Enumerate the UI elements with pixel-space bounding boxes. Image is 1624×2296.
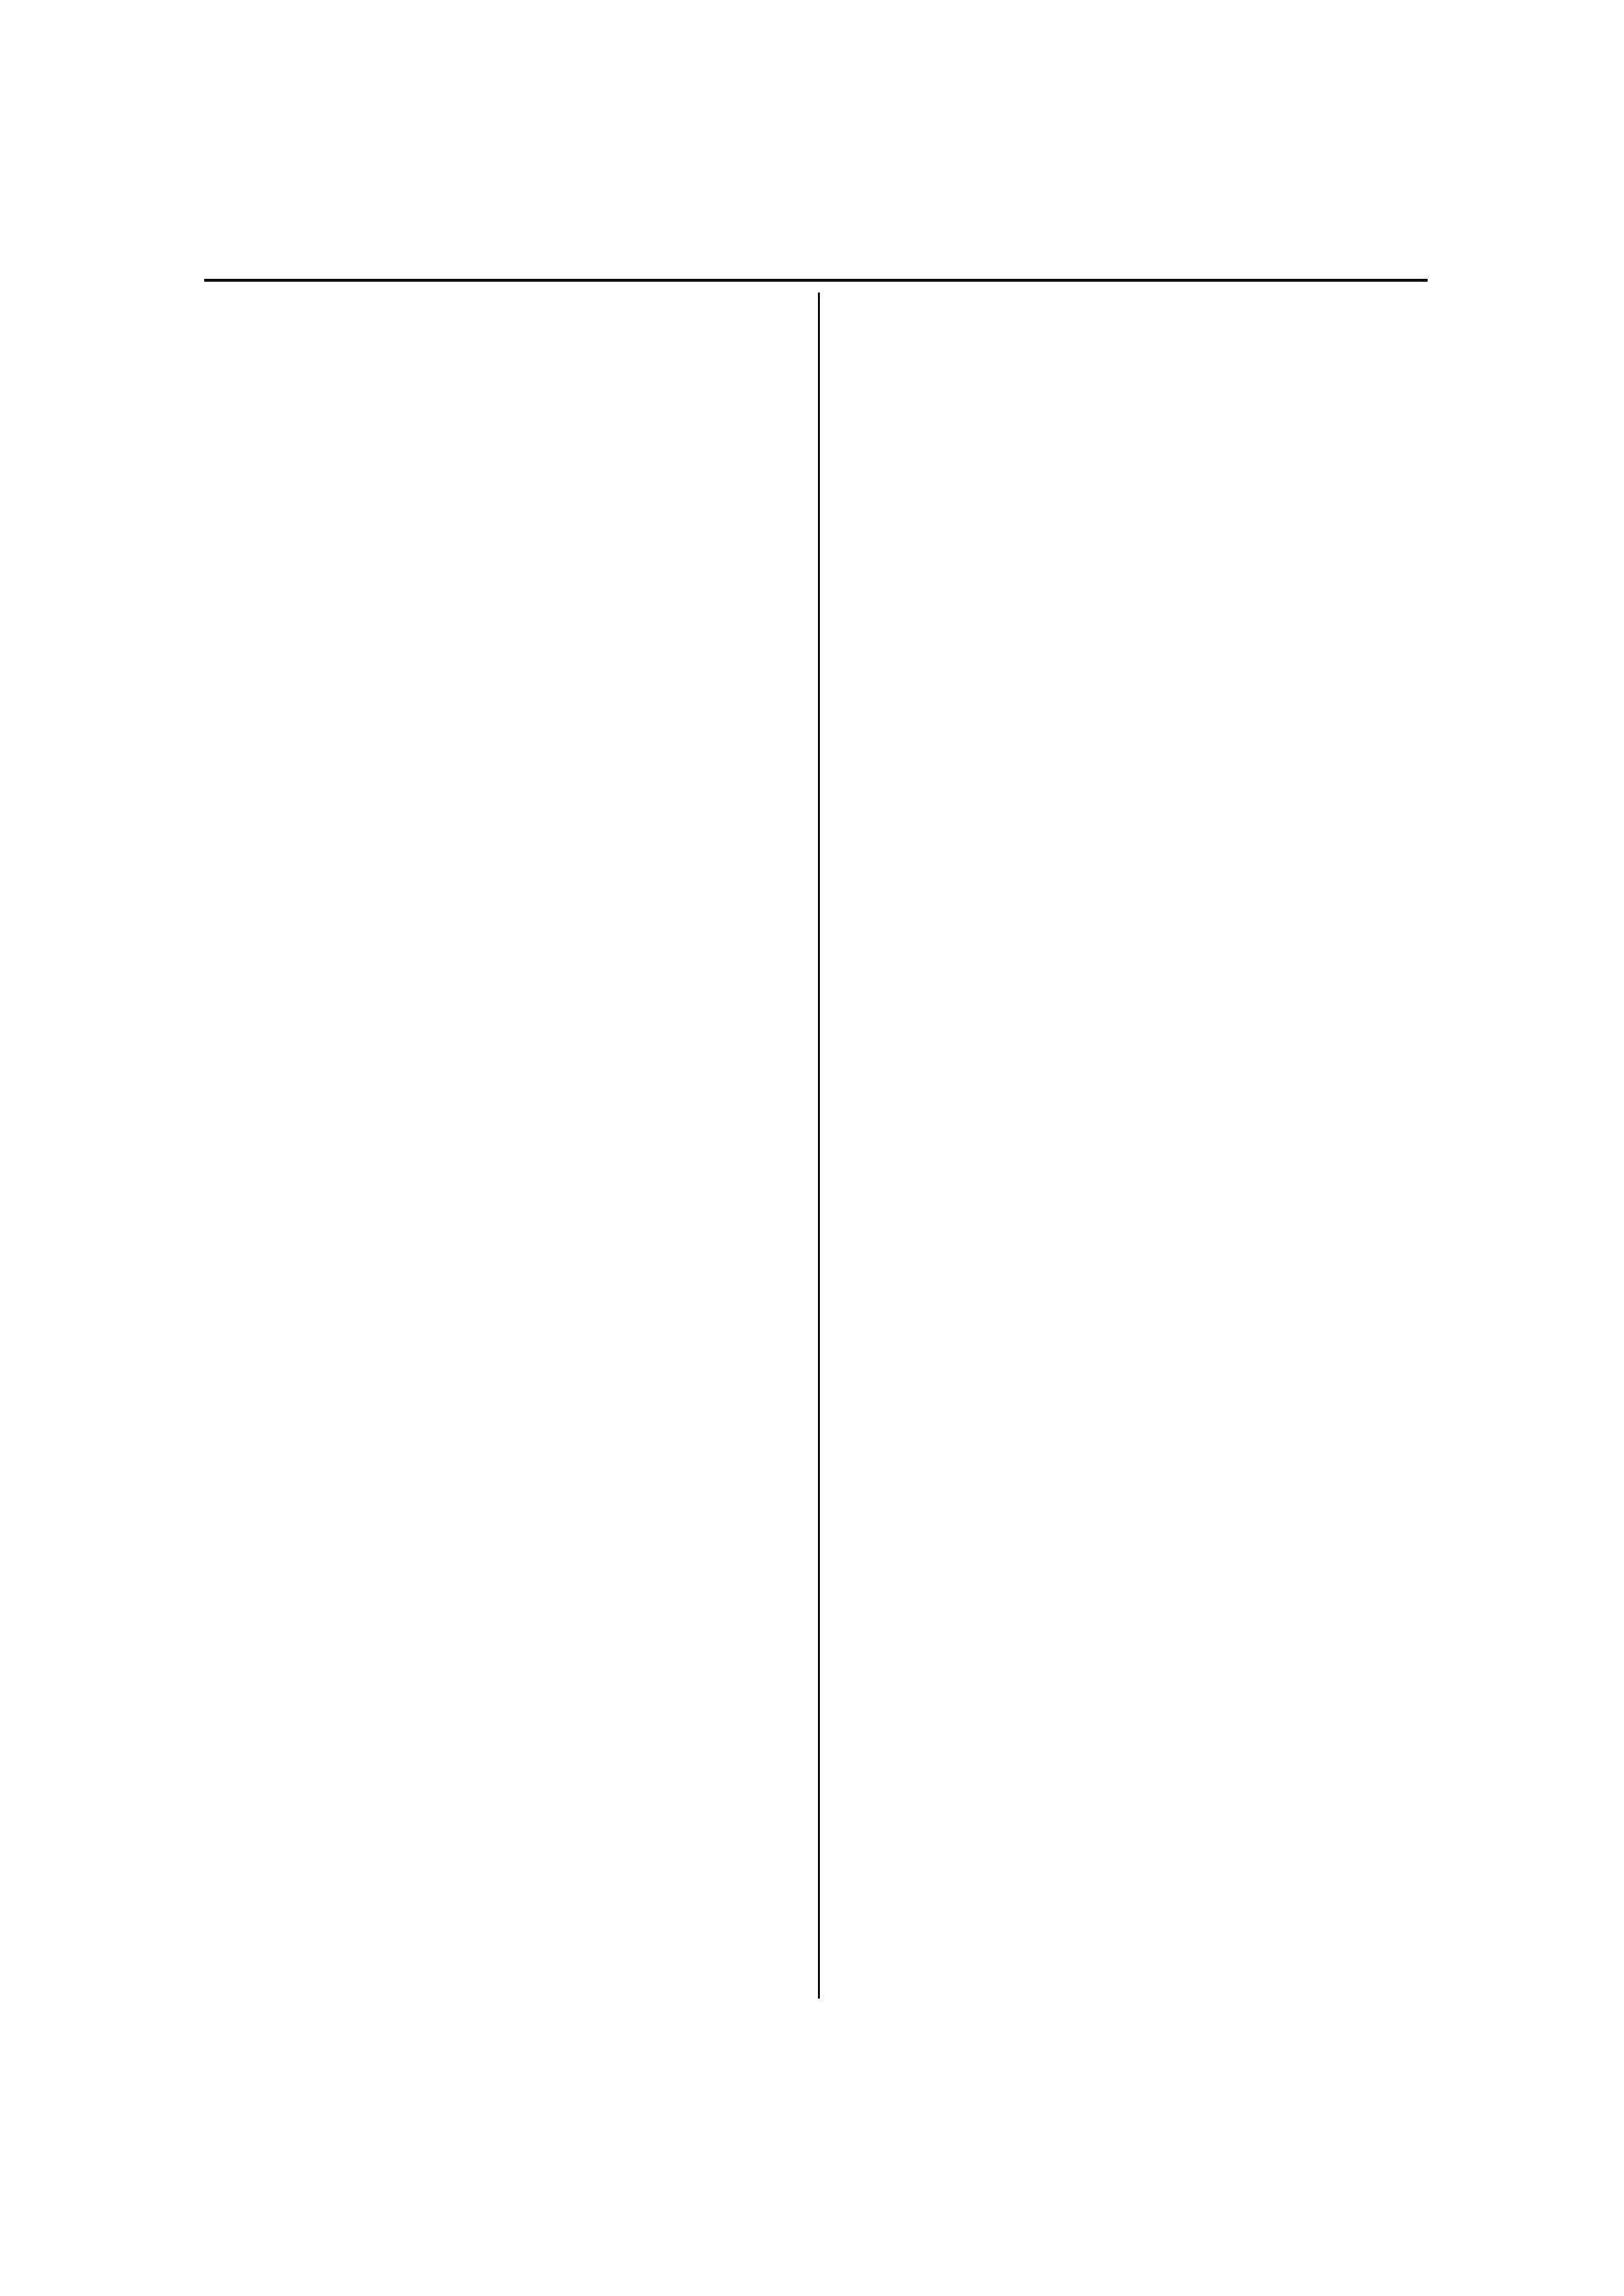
- section-subtitle: [1422, 254, 1428, 275]
- column-divider: [818, 293, 820, 1999]
- page-header: [204, 228, 1428, 282]
- header-title-group: [1404, 254, 1428, 275]
